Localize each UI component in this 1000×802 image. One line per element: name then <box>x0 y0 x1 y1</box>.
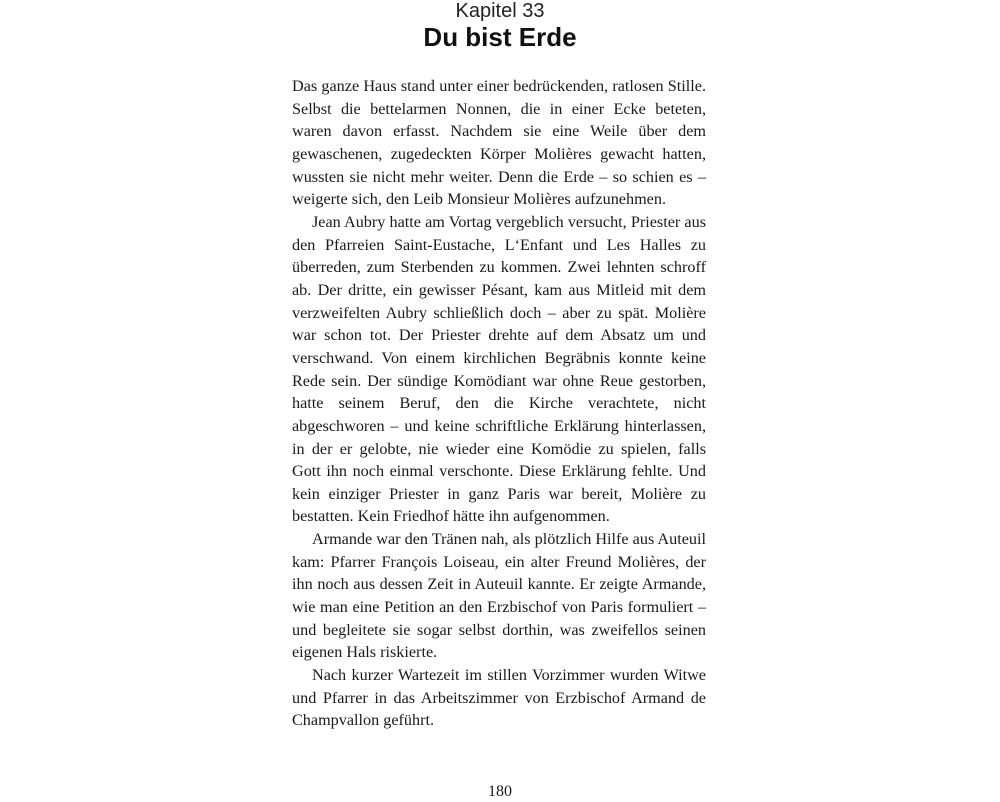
paragraph-2: Jean Aubry hatte am Vortag vergeblich versucht, Priester aus den Pfarreien Saint-Eustache, L‘Enfant und Les Halles zu überreden, zum Sterbenden zu kommen. Zwei lehnten schroff ab. Der dritte, ein gewisser Pésant, kam aus Mitleid mit dem verzweifelten Aubry schließlich doch – aber zu spät. Molière war schon tot. Der Priester drehte auf dem Absatz um und verschwand. Von einem kirchlichen Begräbnis konnte keine Rede sein. Der sündige Komödiant war ohne Reue gestorben, hatte seinem Beruf, den die Kirche verachtete, nicht abgeschworen – und keine schriftliche Erklärung hinterlassen, in der er gelobte, nie wieder eine Komödie zu spielen, falls Gott ihn noch einmal verschonte. Diese Erklärung fehlte. Und kein einziger Priester in ganz Paris war bereit, Molière zu bestatten. Kein Friedhof hätte ihn aufgenommen. <box>292 212 706 526</box>
paragraph-4: Nach kurzer Wartezeit im stillen Vorzimmer wurden Witwe und Pfarrer in das Arbeitszimmer von Erzbischof Armand de Champvallon geführt. <box>292 666 706 730</box>
chapter-title: Du bist Erde <box>423 22 577 52</box>
chapter-label: Kapitel 33 <box>455 0 545 22</box>
paragraph-1: Das ganze Haus stand unter einer bedrückenden, ratlosen Stille. Selbst die bettelarmen Nonnen, die in einer Ecke beteten, waren davon erfasst. Nachdem sie eine Weile über dem gewaschenen, zugedeckten Körper Molières gewacht hatten, wussten sie nicht mehr weiter. Denn die Erde – so schien es – weigerte sich, den Leib Monsieur Molières aufzunehmen. <box>292 77 706 209</box>
paragraph-3: Armande war den Tränen nah, als plötzlich Hilfe aus Auteuil kam: Pfarrer François Loiseau, ein alter Freund Molières, der ihn noch aus dessen Zeit in Auteuil kannte. Er zeigte Armande, wie man eine Petition an den Erzbischof von Paris formuliert – und begleitete sie sogar selbst dorthin, was zweifellos seinen eigenen Hals riskierte. <box>292 530 706 662</box>
page-number: 180 <box>488 783 512 800</box>
body-text <box>292 75 706 732</box>
